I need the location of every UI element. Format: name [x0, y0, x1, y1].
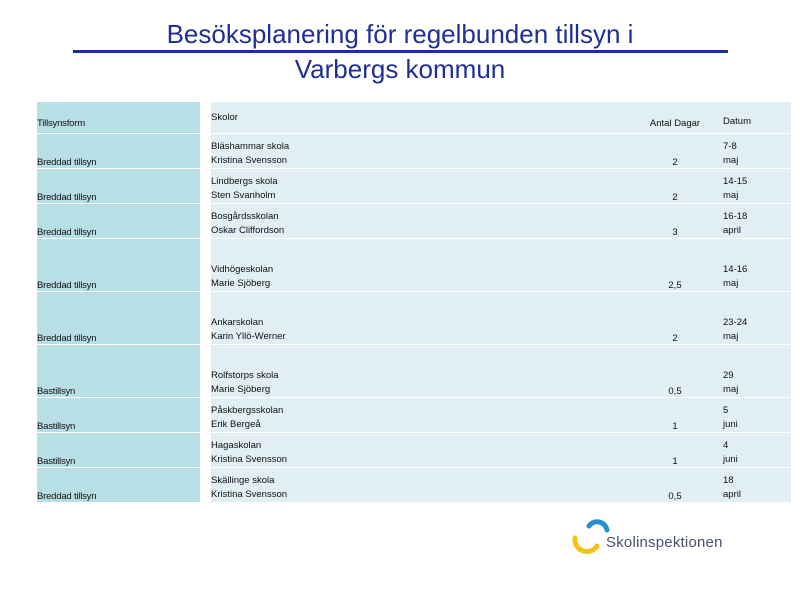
inspector-name: Sten Svanholm [211, 190, 276, 201]
tillsynsform-cell: Breddad tillsyn [37, 468, 200, 503]
tillsynsform-cell: Breddad tillsyn [37, 292, 200, 345]
skola-name: Bosgårdsskolan [211, 211, 279, 222]
skola-name: Vidhögeskolan [211, 264, 274, 275]
datum-cell [723, 433, 791, 468]
table-row [37, 204, 791, 239]
datum-days: 7-8 [723, 141, 737, 152]
datum-days: 4 [723, 440, 729, 451]
skola-name: Skällinge skola [211, 475, 275, 486]
skola-cell [211, 468, 627, 503]
table-row [37, 433, 791, 468]
datum-days: 29 [723, 370, 734, 381]
inspector-name: Karin Yllö-Werner [211, 331, 286, 342]
tillsynsform-cell: Breddad tillsyn [37, 204, 200, 239]
tillsynsform-cell: Breddad tillsyn [37, 134, 200, 169]
datum-cell [723, 398, 791, 433]
table-row [37, 169, 791, 204]
datum-days: 5 [723, 405, 729, 416]
header-datum: Datum [723, 102, 791, 134]
antal-dagar-cell: 1 [627, 398, 723, 433]
inspector-name: Kristina Svensson [211, 489, 288, 500]
table-row [37, 134, 791, 169]
tillsynsform-cell: Bastillsyn [37, 345, 200, 398]
inspector-name: Kristina Svensson [211, 155, 288, 166]
datum-month: maj [723, 278, 739, 289]
datum-cell [723, 134, 791, 169]
datum-month: april [723, 225, 741, 236]
logo-text: Skolinspektionen [606, 534, 723, 551]
datum-days: 14-16 [723, 264, 748, 275]
skola-name: Rolfstorps skola [211, 370, 279, 381]
skola-cell [211, 169, 627, 204]
datum-month: juni [723, 419, 738, 430]
datum-cell [723, 204, 791, 239]
skola-name: Ankarskolan [211, 317, 264, 328]
table-body [37, 134, 791, 503]
skola-name: Hagaskolan [211, 440, 262, 451]
header-tillsynsform: Tillsynsform [37, 102, 200, 134]
skola-name: Påskbergsskolan [211, 405, 284, 416]
inspector-name: Marie Sjöberg [211, 384, 271, 395]
inspector-name: Erik Bergeå [211, 419, 261, 430]
visit-plan-table [37, 102, 791, 503]
datum-days: 16-18 [723, 211, 748, 222]
datum-cell [723, 345, 791, 398]
table-header-row [37, 102, 791, 134]
inspector-name: Oskar Cliffordson [211, 225, 285, 236]
inspector-name: Kristina Svensson [211, 454, 288, 465]
table-row [37, 292, 791, 345]
datum-days: 14-15 [723, 176, 748, 187]
header-skolor: Skolor [211, 102, 627, 134]
skola-name: Lindbergs skola [211, 176, 278, 187]
table-row [37, 345, 791, 398]
tillsynsform-cell: Bastillsyn [37, 433, 200, 468]
skola-name: Bläshammar skola [211, 141, 290, 152]
title-line-1: Besöksplanering för regelbunden tillsyn i [73, 18, 728, 53]
datum-days: 23-24 [723, 317, 748, 328]
datum-month: maj [723, 190, 739, 201]
datum-month: maj [723, 331, 739, 342]
table-row [37, 239, 791, 292]
antal-dagar-cell: 0,5 [627, 345, 723, 398]
antal-dagar-cell: 3 [627, 204, 723, 239]
page-title [70, 18, 730, 85]
skola-cell [211, 239, 627, 292]
antal-dagar-cell: 0,5 [627, 468, 723, 503]
datum-days: 18 [723, 475, 734, 486]
table-row [37, 468, 791, 503]
datum-month: maj [723, 384, 739, 395]
skola-cell [211, 433, 627, 468]
skola-cell [211, 204, 627, 239]
datum-cell [723, 239, 791, 292]
title-line-2: Varbergs kommun [294, 54, 506, 84]
datum-month: maj [723, 155, 739, 166]
datum-month: juni [723, 454, 738, 465]
skola-cell [211, 134, 627, 169]
tillsynsform-cell: Breddad tillsyn [37, 239, 200, 292]
tillsynsform-cell: Bastillsyn [37, 398, 200, 433]
antal-dagar-cell: 2 [627, 292, 723, 345]
skola-cell [211, 398, 627, 433]
antal-dagar-cell: 2 [627, 169, 723, 204]
table-row [37, 398, 791, 433]
skola-cell [211, 292, 627, 345]
datum-cell [723, 292, 791, 345]
datum-cell [723, 169, 791, 204]
datum-month: april [723, 489, 741, 500]
antal-dagar-cell: 2,5 [627, 239, 723, 292]
tillsynsform-cell: Breddad tillsyn [37, 169, 200, 204]
datum-cell [723, 468, 791, 503]
header-antal-dagar: Antal Dagar [627, 102, 723, 134]
skola-cell [211, 345, 627, 398]
inspector-name: Marie Sjöberg [211, 278, 271, 289]
antal-dagar-cell: 2 [627, 134, 723, 169]
antal-dagar-cell: 1 [627, 433, 723, 468]
